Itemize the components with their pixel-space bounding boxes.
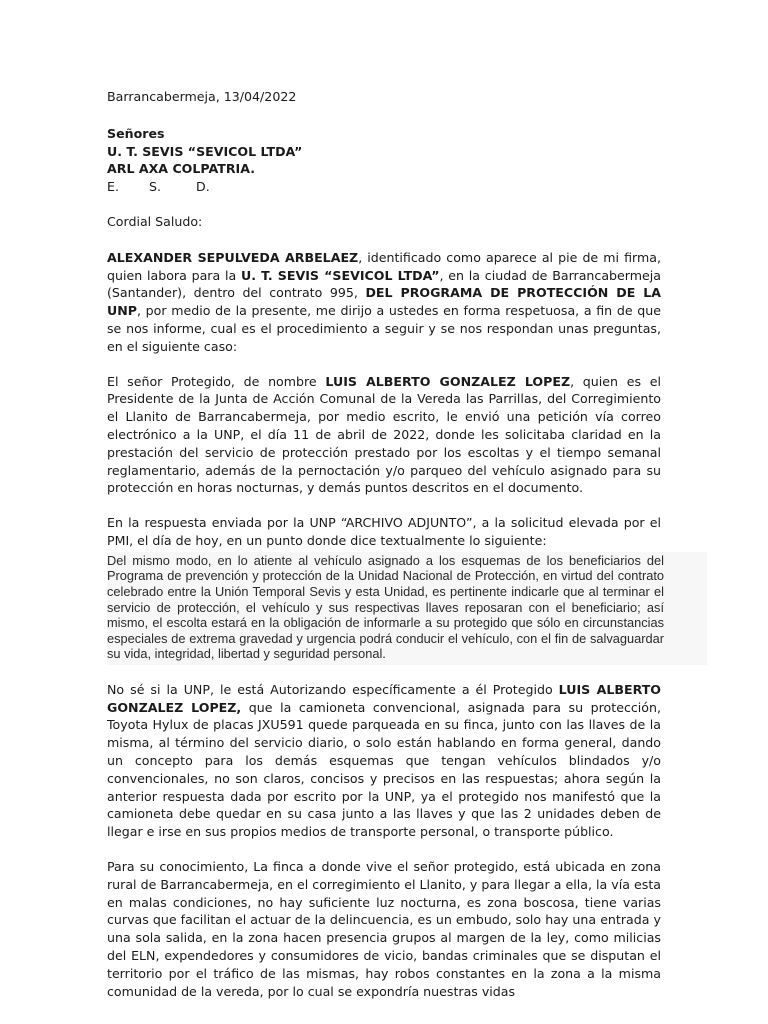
quoted-excerpt-text: Del mismo modo, en lo atiente al vehículo asignado a los esquemas de los beneficiarios del Programa de prevención y protección de la Unidad Nacional de Protección, en virtud del contrato celebrado entre la Unión Temporal Sevis y esta Unidad, es pertinente indicarle que al terminar el servicio de protección, el vehículo y sus respectivas llaves reposaran con el beneficiario; así mismo, el escolta estará en la obligación de informarle a su protegido que sólo en circunstancias especiales de extrema gravedad y urgencia podrá conducir el vehículo, con el fin de salvaguardar su vida, integridad, libertad y seguridad personal.: [107, 552, 664, 662]
salutation-title: Señores: [107, 125, 165, 141]
paragraph-question: [107, 681, 661, 841]
intro-text-3: , por medio de la presente, me dirijo a ustedes en forma respetuosa, a fin de que se nos informe, cual es el procedimiento a seguir y se nos respondan unas preguntas, en el siguiente caso:: [107, 303, 661, 354]
eds-line: [107, 178, 661, 196]
greeting: Cordial Saludo:: [107, 213, 203, 229]
sender-name: ALEXANDER SEPULVEDA ARBELAEZ: [107, 249, 359, 265]
intro-company: U. T. SEVIS “SEVICOL LTDA”: [240, 267, 440, 283]
protected-text-1: El señor Protegido, de nombre: [107, 373, 326, 389]
intro-text-1: , identificado como aparece al pie de mi firma, quien labora para la: [107, 249, 661, 283]
quoted-excerpt: [107, 552, 707, 665]
paragraph-intro: [107, 249, 661, 356]
question-name: LUIS ALBERTO GONZALEZ LOPEZ,: [107, 681, 661, 715]
intro-program: DEL PROGRAMA DE PROTECCIÓN DE LA UNP: [107, 285, 661, 319]
addressee-insurer: ARL AXA COLPATRIA.: [107, 161, 255, 177]
protected-text-2: , quien es el Presidente de la Junta de Acción Comunal de la Vereda las Parrillas, del Corregimiento el Llanito de Barrancabermeja, por medio escrito, le envió una petición vía correo electrónico a la UNP, el día 11 de abril de 2022, donde les solicitaba claridad en la prestación del servicio de protección prestado por los escoltas y el tiempo semanal reglamentario, además de la pernoctación y/o parqueo del vehículo asignado para su protección en horas nocturnas, y demás puntos descritos en el documento.: [107, 373, 661, 496]
eds-d: D.: [196, 179, 210, 195]
paragraph-location: Para su conocimiento, La finca a donde vive el señor protegido, está ubicada en zona rural de Barrancabermeja, en el corregimiento el Llanito, y para llegar a ella, la vía esta en malas condiciones, no hay suficiente luz nocturna, es zona boscosa, tiene varias curvas que facilitan el actuar de la delincuencia, es un embudo, solo hay una entrada y una sola salida, en la zona hacen presencia grupos al margen de la ley, como milicias del ELN, expendedores y consumidores de vicio, bandas criminales que se disputan el territorio por el tráfico de las mismas, hay robos constantes en la zona a la misma comunidad de la vereda, por lo cual se expondría nuestras vidas: [107, 859, 661, 999]
addressee-company: U. T. SEVIS “SEVICOL LTDA”: [107, 143, 303, 159]
eds-e: E.: [107, 179, 119, 195]
paragraph-protected-person: [107, 373, 661, 498]
intro-text-2: , en la ciudad de Barrancabermeja (Santander), dentro del contrato 995,: [107, 267, 661, 301]
paragraph-response: En la respuesta enviada por la UNP “ARCHIVO ADJUNTO”, a la solicitud elevada por el PMI, el día de hoy, en un punto donde dice textualmente lo siguiente:: [107, 515, 661, 548]
question-text-2: que la camioneta convencional, asignada para su protección, Toyota Hylux de placas JXU591 quede parqueada en su finca, junto con las llaves de la misma, al término del servicio diario, o solo están hablando en forma general, dando un concepto para los demás esquemas que tengan vehículos blindados y/o convencionales, no son claros, concisos y precisos en las respuestas; ahora según la anterior respuesta dada por escrito por la UNP, ya el protegido nos manifestó que la camioneta debe quedar en su casa junto a las llaves y que las 2 unidades deben de llegar e irse en sus propios medios de transporte personal, o transporte público.: [107, 699, 661, 840]
addressee-block: [107, 125, 661, 196]
letter-body: [107, 88, 664, 1000]
eds-s: S.: [149, 179, 161, 195]
question-text-1: No sé si la UNP, le está Autorizando específicamente a él Protegido: [107, 681, 559, 697]
date-line: Barrancabermeja, 13/04/2022: [107, 89, 297, 104]
protected-name: LUIS ALBERTO GONZALEZ LOPEZ: [325, 373, 571, 389]
